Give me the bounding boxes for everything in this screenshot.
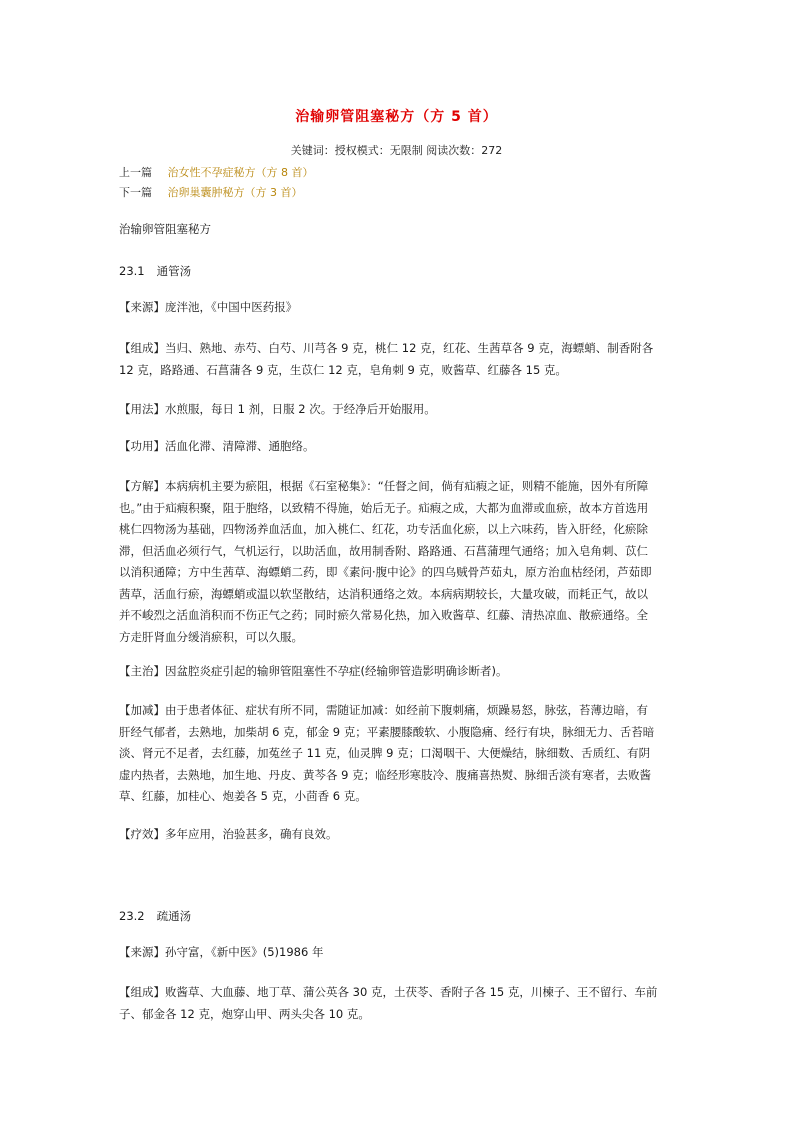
next-article-nav bbox=[119, 184, 303, 200]
page-title: 治输卵管阻塞秘方（方 5 首） bbox=[295, 109, 498, 125]
modification-line: 肝经气郁者，去熟地，加柴胡 6 克，郁金 9 克；平素腰膝酸软、小腹隐痛、经行有块，脉细无力、舌苔暗 bbox=[119, 724, 655, 739]
composition-paragraph bbox=[119, 338, 679, 381]
section-heading bbox=[119, 908, 191, 924]
modification-paragraph bbox=[119, 700, 679, 808]
indication-paragraph: 【主治】因盆腔炎症引起的输卵管阻塞性不孕症(经输卵管造影明确诊断者)。 bbox=[119, 664, 508, 678]
explanation-line: 并不峻烈之活血消积而不伤正气之药；同时瘀久常易化热，加入败酱草、红藤、清热凉血、散瘀通络。全 bbox=[119, 608, 648, 622]
explanation-line: 方走肝肾血分缓消瘀积，可以久服。 bbox=[119, 629, 303, 644]
effect-paragraph: 【功用】活血化滞、清障滞、通胞络。 bbox=[119, 439, 315, 453]
explanation-line: 桃仁四物汤为基础，四物汤养血活血，加入桃仁、红花，功专活血化瘀，以上六味药，皆入肝经，化瘀除 bbox=[119, 522, 648, 536]
explanation-paragraph bbox=[119, 476, 679, 648]
article-meta: 关键词：授权模式：无限制 阅读次数：272 bbox=[290, 144, 503, 157]
source-paragraph: 【来源】孙守富，《新中医》(5)1986 年 bbox=[119, 945, 324, 959]
next-article-link[interactable]: 治卵巢囊肿秘方（方 3 首） bbox=[167, 186, 303, 199]
explanation-line: 以消积通障；方中生茜草、海螵蛸二药，即《素问·腹中论》的四乌贼骨芦茹丸，原方治血枯经闭，芦茹即 bbox=[119, 565, 652, 579]
usage-paragraph: 【用法】水煎服，每日 1 剂，日服 2 次。于经净后开始服用。 bbox=[119, 402, 436, 416]
modification-line: 虚内热者，去熟地，加生地、丹皮、黄芩各 9 克；临经形寒肢冷、腹痛喜热熨、脉细舌淡有寒者，去败酱 bbox=[119, 767, 652, 782]
composition-line: 【组成】当归、熟地、赤芍、白芍、川芎各 9 克，桃仁 12 克，红花、生茜草各 9 克，海螵蛸、制香附各 bbox=[119, 341, 654, 355]
modification-line: 草、红藤，加桂心、炮姜各 5 克，小茴香 6 克。 bbox=[119, 789, 367, 803]
section-name: 通管汤 bbox=[156, 264, 192, 278]
modification-line: 【加减】由于患者体征、症状有所不同，需随证加减：如经前下腹刺痛，烦躁易怒，脉弦，苔薄边暗，有 bbox=[119, 703, 648, 717]
explanation-line: 【方解】本病病机主要为瘀阻，根据《石室秘集》：“任督之间，倘有疝瘕之证，则精不能施，因外有所障 bbox=[119, 479, 649, 493]
prev-article-nav bbox=[119, 164, 314, 180]
explanation-line: 也。”由于疝瘕积聚，阻于胞络，以致精不得施，始后无子。疝瘕之成，大都为血滞或血瘀，故本方首选用 bbox=[119, 500, 649, 515]
explanation-line: 茜草，活血行瘀，海螵蛸或温以软坚散结，达消积通络之效。本病病期较长，大量攻破，而耗正气，故以 bbox=[119, 586, 648, 601]
composition-line: 12 克，路路通、石菖蒲各 9 克，生苡仁 12 克，皂角刺 9 克，败酱草、红藤各 15 克。 bbox=[119, 362, 567, 377]
section-number: 23.1 bbox=[119, 264, 145, 278]
prev-article-link[interactable]: 治女性不孕症秘方（方 8 首） bbox=[167, 166, 314, 179]
result-paragraph: 【疗效】多年应用，治验甚多，确有良效。 bbox=[119, 827, 338, 841]
section-name: 疏通汤 bbox=[156, 909, 192, 923]
next-label: 下一篇 bbox=[119, 186, 152, 199]
composition-line: 【组成】败酱草、大血藤、地丁草、蒲公英各 30 克，土茯苓、香附子各 15 克，川楝子、王不留行、车前 bbox=[119, 985, 658, 999]
section-heading bbox=[119, 263, 191, 279]
intro-text: 治输卵管阻塞秘方 bbox=[119, 222, 211, 236]
source-paragraph: 【来源】庞泮池，《中国中医药报》 bbox=[119, 300, 298, 314]
section-number: 23.2 bbox=[119, 909, 145, 923]
explanation-line: 滞，但活血必须行气，气机运行，以助活血，故用制香附、路路通、石菖蒲理气通络；加入皂角刺、苡仁 bbox=[119, 543, 648, 558]
composition-line: 子、郁金各 12 克，炮穿山甲、两头尖各 10 克。 bbox=[119, 1006, 370, 1021]
modification-line: 淡、肾元不足者，去红藤，加菟丝子 11 克，仙灵脾 9 克；口渴咽干、大便燥结，脉细数、舌质红、有阴 bbox=[119, 746, 651, 760]
composition-paragraph bbox=[119, 982, 679, 1025]
prev-label: 上一篇 bbox=[119, 166, 152, 179]
